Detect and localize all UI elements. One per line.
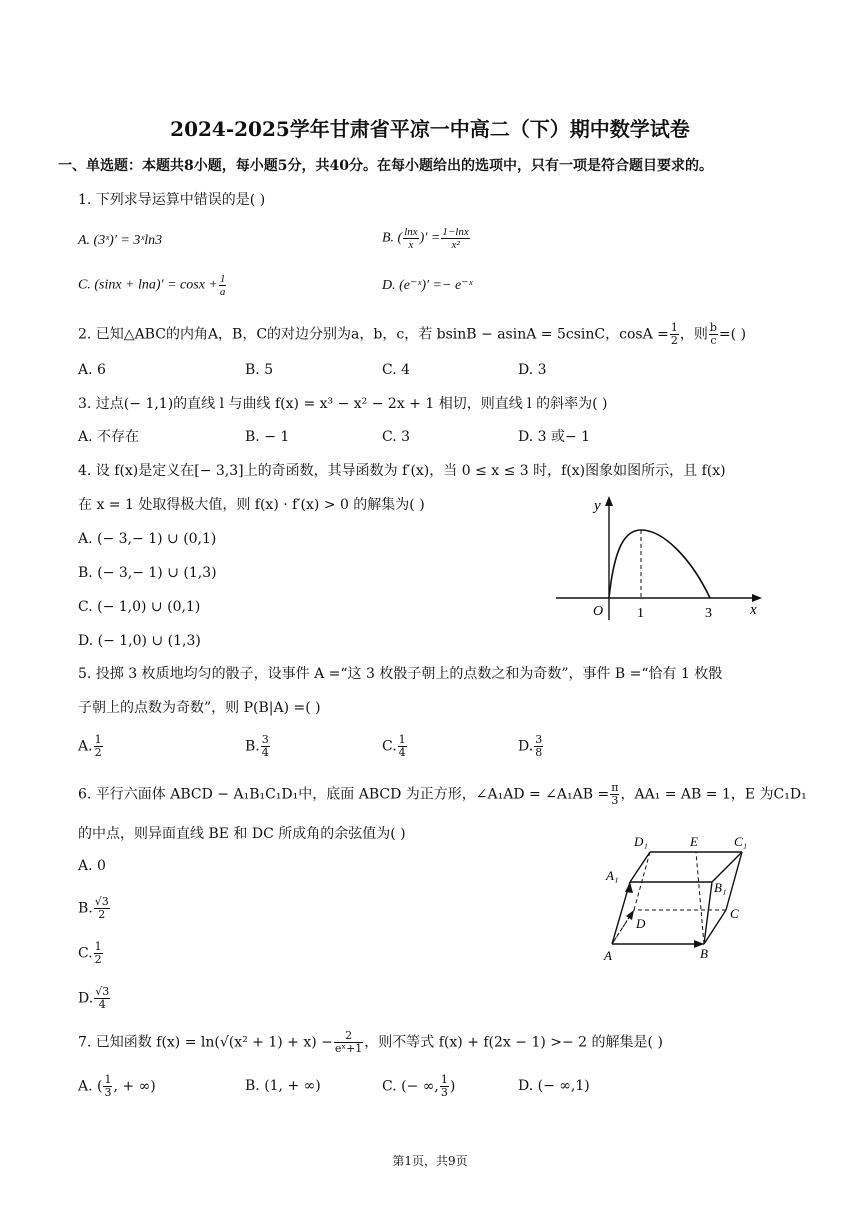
y-label: y — [594, 498, 601, 514]
label-A1: A₁ — [606, 868, 619, 883]
q4-option-d: D. (− 1,0) ∪ (1,3) — [78, 633, 201, 649]
q6-option-a: A. 0 — [78, 858, 106, 874]
label-D1: D₁ — [634, 834, 648, 849]
q7-option-d: D. (− ∞,1) — [518, 1078, 590, 1094]
q7-option-c: C. (− ∞, $\frac{1}{3}$ ) — [382, 1073, 456, 1099]
q5-option-a: A. $\frac{1}{2}$ — [78, 733, 102, 759]
q5-option-c: C. $\frac{1}{4}$ — [382, 733, 406, 759]
page-footer: 第1页，共9页 — [392, 1154, 468, 1168]
curve — [609, 530, 710, 598]
label-A: A — [604, 948, 612, 963]
q4-function-graph — [552, 490, 772, 625]
edge-DD1 — [634, 852, 650, 910]
q5-option-d: D. $\frac{3}{8}$ — [518, 733, 543, 759]
q5-stem-line2: 子朝上的点数为奇数”，则 P(B|A) =( ) — [78, 700, 321, 716]
q6-parallelepiped-figure — [596, 826, 764, 966]
q4-option-b: B. (− 3,− 1) ∪ (1,3) — [78, 565, 217, 581]
q7-stem: 7. 已知函数 f(x) = ln(√(x² + 1) + x) − $\frac{2}{\text{eˣ+1}}$ ，则不等式 f(x) + f(2x − 1) >− 2 的解集是( ) — [78, 1029, 663, 1055]
section-heading: 一、单选题：本题共8小题，每小题5分，共40分。在每小题给出的选项中，只有一项是符合题目要求的。 — [58, 158, 713, 174]
q2-stem: 2. 已知△ABC的内角A，B，C的对边分别为a，b，c，若 bsinB − asinA = 5csinC，cosA = $\frac{1}{2}$ ，则 $\frac{b}{c}$ =( ) — [78, 321, 747, 347]
q5-stem-line1: 5. 投掷 3 枚质地均匀的骰子，设事件 A =“这 3 枚骰子朝上的点数之和为奇数”，事件 B =“恰有 1 枚骰 — [78, 666, 723, 682]
q1-stem: 1. 下列求导运算中错误的是( ) — [78, 192, 266, 208]
q2-option-b: B. 5 — [245, 362, 274, 378]
q3-option-b: B. − 1 — [245, 429, 290, 445]
origin-label: O — [593, 604, 604, 619]
q4-option-a: A. (− 3,− 1) ∪ (0,1) — [78, 531, 217, 547]
segment-BE — [696, 852, 704, 944]
tick-1-label: 1 — [637, 606, 644, 621]
tick-3-label: 3 — [705, 606, 712, 621]
q5-option-b: B. $\frac{3}{4}$ — [245, 733, 269, 759]
q6-stem-line2: 的中点，则异面直线 BE 和 DC 所成角的余弦值为( ) — [78, 826, 406, 842]
q1-option-a: A. (3ˣ)′ = 3ˣln3 — [78, 233, 163, 248]
q7-option-b: B. (1, + ∞) — [245, 1078, 321, 1094]
q1-option-b: B. ( $\frac{\ln x}{x}$ )′ = $\frac{1-\ln x}{\text{x²}}$ — [382, 226, 469, 251]
x-axis-arrow — [752, 594, 762, 602]
x-label: x — [750, 602, 757, 618]
q6-option-b: B. $\frac{√3}{2}$ — [78, 895, 109, 921]
q4-stem-line1: 4. 设 f(x)是定义在[− 3,3]上的奇函数，其导函数为 f′(x)，当 0 ≤ x ≤ 3 时，f(x)图象如图所示，且 f(x) — [78, 463, 726, 479]
page-title: 2024-2025学年甘肃省平凉一中高二（下）期中数学试卷 — [170, 117, 690, 141]
label-B: B — [700, 946, 708, 961]
q1-option-d: D. (e⁻ˣ)′ =− e⁻ˣ — [382, 278, 473, 293]
q2-option-c: C. 4 — [382, 362, 411, 378]
q3-option-d: D. 3 或− 1 — [518, 429, 591, 445]
arrowhead-AD — [626, 910, 634, 920]
q2-option-d: D. 3 — [518, 362, 547, 378]
q4-stem-line2: 在 x = 1 处取得极大值，则 f(x) · f′(x) > 0 的解集为( ) — [78, 497, 425, 513]
q6-option-d: D. $\frac{√3}{4}$ — [78, 985, 110, 1011]
q2-option-a: A. 6 — [78, 362, 106, 378]
q7-option-a: A. ( $\frac{1}{3}$ , + ∞) — [78, 1073, 156, 1099]
label-C1: C₁ — [734, 834, 748, 849]
label-B1: B₁ — [714, 880, 727, 895]
y-axis-arrow — [605, 496, 613, 506]
label-C: C — [730, 906, 739, 921]
q6-option-c: C. $\frac{1}{2}$ — [78, 940, 102, 966]
label-E: E — [690, 834, 698, 849]
q1-option-c: C. (sinx + lna)′ = cosx + $\frac{1}{a}$ — [78, 273, 226, 298]
label-D: D — [636, 916, 646, 931]
q4-option-c: C. (− 1,0) ∪ (0,1) — [78, 599, 201, 615]
q3-stem: 3. 过点(− 1,1)的直线 l 与曲线 f(x) = x³ − x² − 2x + 1 相切，则直线 l 的斜率为( ) — [78, 396, 608, 412]
q3-option-c: C. 3 — [382, 429, 411, 445]
edge-D1A1 — [630, 852, 650, 882]
q3-option-a: A. 不存在 — [78, 429, 140, 445]
q6-stem-line1: 6. 平行六面体 ABCD − A₁B₁C₁D₁中，底面 ABCD 为正方形，∠A₁AD = ∠A₁AB = $\frac{\pi}{3}$ ，AA₁ = AB = 1，E 为C₁D₁ — [78, 781, 807, 807]
